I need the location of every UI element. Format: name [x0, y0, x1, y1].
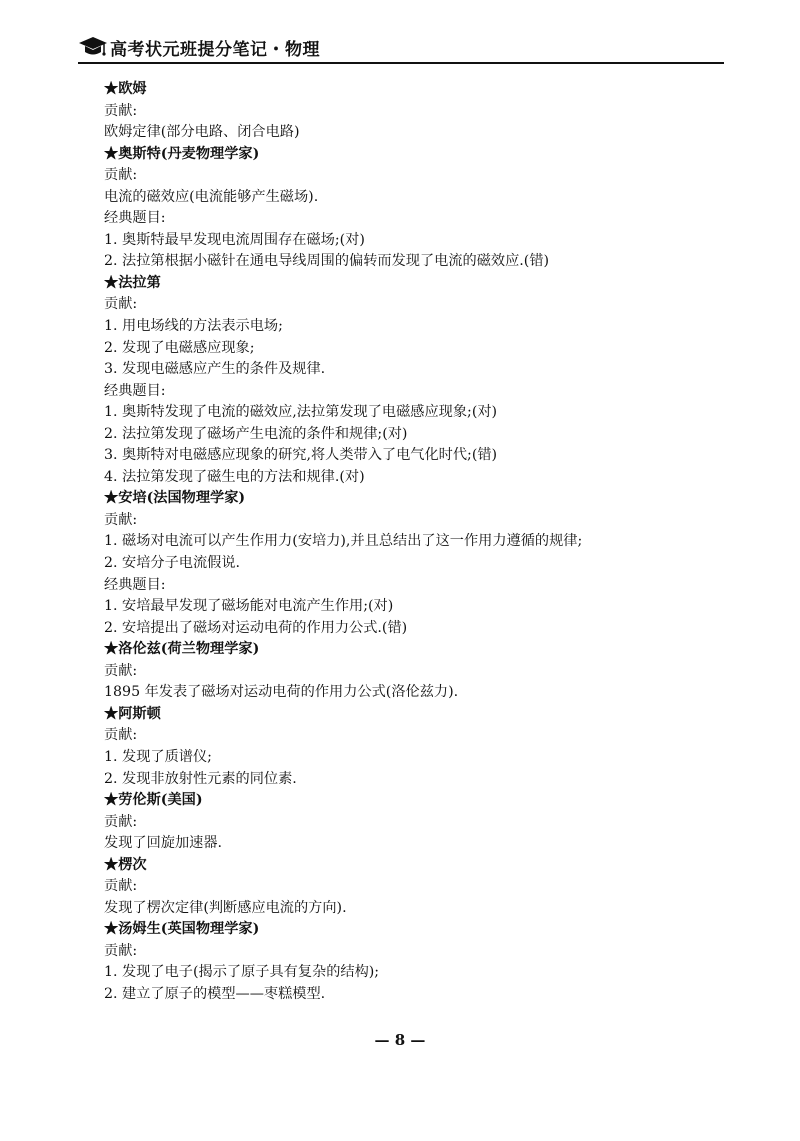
text-line: 发现了楞次定律(判断感应电流的方向). [104, 899, 347, 916]
text-line: 1. 用电场线的方法表示电场; [104, 318, 283, 335]
notes-content [104, 79, 704, 1006]
header-title: 高考状元班提分笔记・物理 [110, 40, 320, 60]
text-line: 贡献: [104, 167, 138, 184]
text-line: 贡献: [104, 878, 138, 895]
text-line: 发现了回旋加速器. [104, 835, 223, 852]
section-heading: ★阿斯顿 [104, 705, 161, 722]
text-line: 1. 发现了电子(揭示了原子具有复杂的结构); [104, 964, 380, 981]
section-heading: ★楞次 [104, 856, 147, 873]
text-line: 2. 发现非放射性元素的同位素. [104, 770, 297, 787]
section-heading: ★法拉第 [104, 274, 161, 291]
text-line: 1895 年发表了磁场对运动电荷的作用力公式(洛伦兹力). [104, 684, 459, 701]
text-line: 3. 发现电磁感应产生的条件及规律. [104, 361, 326, 378]
text-line: 贡献: [104, 727, 138, 744]
text-line: 1. 磁场对电流可以产生作用力(安培力),并且总结出了这一作用力遵循的规律; [104, 533, 583, 550]
text-line: 2. 发现了电磁感应现象; [104, 339, 255, 356]
section-heading: ★安培(法国物理学家) [104, 490, 246, 507]
text-line: 2. 安培提出了磁场对运动电荷的作用力公式.(错) [104, 619, 408, 636]
text-line: 经典题目: [104, 210, 166, 227]
text-line: 1. 发现了质谱仪; [104, 748, 212, 765]
page-number: — 8 — [374, 1031, 426, 1049]
section-heading: ★奥斯特(丹麦物理学家) [104, 145, 260, 162]
text-line: 2. 法拉第根据小磁针在通电导线周围的偏转而发现了电流的磁效应.(错) [104, 253, 550, 270]
text-line: 3. 奥斯特对电磁感应现象的研究,将人类带入了电气化时代;(错) [104, 447, 498, 464]
text-line: 经典题目: [104, 576, 166, 593]
text-line: 贡献: [104, 662, 138, 679]
text-line: 2. 建立了原子的模型——枣糕模型. [104, 985, 326, 1002]
section-heading: ★汤姆生(英国物理学家) [104, 921, 260, 938]
text-line: 1. 奥斯特发现了电流的磁效应,法拉第发现了电磁感应现象;(对) [104, 404, 498, 421]
text-line: 电流的磁效应(电流能够产生磁场). [104, 188, 319, 205]
text-line: 贡献: [104, 102, 138, 119]
section-heading: ★洛伦兹(荷兰物理学家) [104, 641, 260, 658]
text-line: 贡献: [104, 511, 138, 528]
text-line: 2. 安培分子电流假说. [104, 555, 241, 572]
text-line: 2. 法拉第发现了磁场产生电流的条件和规律;(对) [104, 425, 408, 442]
header-rule [78, 62, 724, 64]
section-heading: ★劳伦斯(美国) [104, 792, 203, 809]
text-line: 1. 奥斯特最早发现电流周围存在磁场;(对) [104, 231, 365, 248]
text-line: 4. 法拉第发现了磁生电的方法和规律.(对) [104, 468, 365, 485]
section-heading: ★欧姆 [104, 81, 147, 97]
text-line: 贡献: [104, 296, 138, 313]
graduation-cap-icon [78, 36, 108, 62]
text-line: 经典题目: [104, 382, 166, 399]
text-line: 欧姆定律(部分电路、闭合电路) [104, 124, 300, 141]
text-line: 贡献: [104, 942, 138, 959]
page-header [78, 32, 724, 64]
text-line: 贡献: [104, 813, 138, 830]
text-line: 1. 安培最早发现了磁场能对电流产生作用;(对) [104, 598, 394, 615]
